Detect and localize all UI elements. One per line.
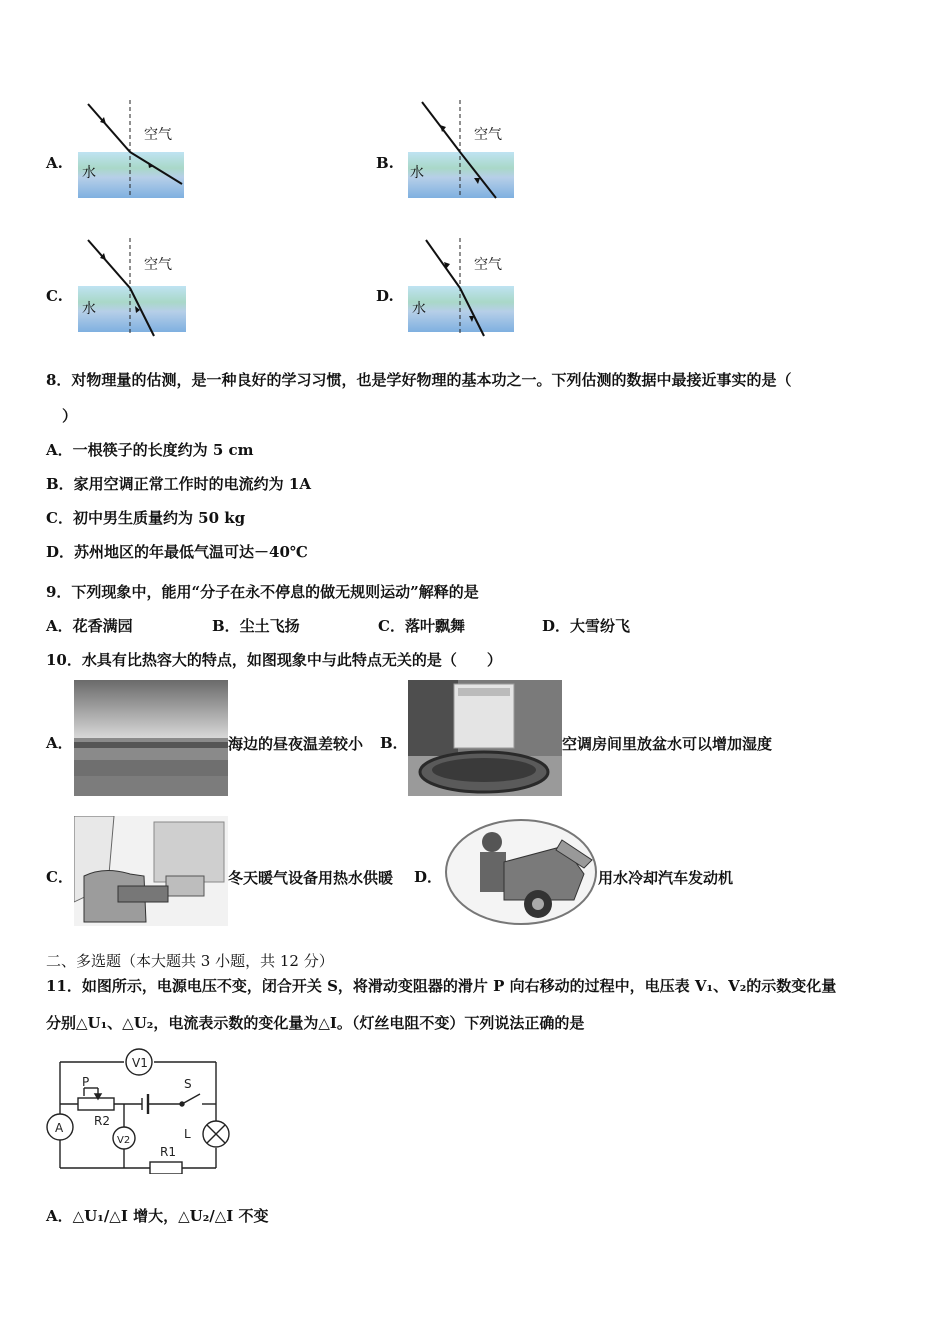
s-label: S <box>184 1077 192 1091</box>
caption: 空调房间里放盆水可以增加湿度 <box>562 735 773 753</box>
basin-photo <box>408 680 562 796</box>
q8-option-a[interactable]: A．一根筷子的长度约为 5 cm <box>46 441 254 459</box>
q8-option-c[interactable]: C．初中男生质量约为 50 kg <box>46 509 246 527</box>
q9-option-d[interactable]: D．大雪纷飞 <box>542 617 631 635</box>
option-letter: C. <box>46 287 63 305</box>
car-engine-photo <box>444 816 598 926</box>
q11-stem-line2: 分别△U₁、△U₂，电流表示数的变化量为△I。（灯丝电阻不变）下列说法正确的是 <box>46 1014 585 1032</box>
p-label: P <box>82 1075 90 1089</box>
caption: 冬天暖气设备用热水供暖 <box>228 869 394 887</box>
resistor-r1 <box>150 1162 182 1174</box>
q9-stem: 9．下列现象中，能用“分子在永不停息的做无规则运动”解释的是 <box>46 583 479 601</box>
rheostat-r2 <box>78 1098 114 1110</box>
v2-label: V2 <box>117 1135 131 1146</box>
option-letter: D. <box>376 287 394 305</box>
q8-option-d[interactable]: D．苏州地区的年最低气温可达－40℃ <box>46 543 308 561</box>
option-letter: A. <box>46 154 63 172</box>
q9-option-c[interactable]: C．落叶飘舞 <box>378 617 465 635</box>
air-label: 空气 <box>474 257 502 273</box>
refraction-diagram-a <box>70 98 190 200</box>
r2-label: R2 <box>94 1114 110 1128</box>
seaside-photo <box>74 680 228 796</box>
section-heading: 二、多选题（本大题共 3 小题，共 12 分） <box>46 952 334 970</box>
air-label: 空气 <box>144 127 172 143</box>
switch-s <box>182 1094 200 1104</box>
air-label: 空气 <box>144 257 172 273</box>
l-label: L <box>184 1127 191 1141</box>
q9-option-a[interactable]: A．花香满园 <box>46 617 133 635</box>
q9-option-b[interactable]: B．尘土飞扬 <box>212 617 300 635</box>
option-letter: B． <box>380 734 408 752</box>
incident-ray <box>88 104 130 152</box>
incident-ray <box>88 240 130 288</box>
circuit-diagram <box>44 1044 240 1174</box>
option-letter: A． <box>46 734 73 752</box>
q8-stem-end: ） <box>62 407 78 425</box>
option-letter: B. <box>376 154 394 172</box>
v1-label: V1 <box>132 1056 148 1070</box>
water-label: 水 <box>82 165 96 181</box>
ammeter-label: A <box>55 1121 64 1135</box>
caption: 用水冷却汽车发动机 <box>598 869 734 887</box>
r1-label: R1 <box>160 1145 176 1159</box>
option-letter: D． <box>414 868 443 886</box>
refraction-diagram-d <box>400 236 520 338</box>
ray-in-air <box>426 240 460 288</box>
caption: 海边的昼夜温差较小 <box>228 735 364 753</box>
refraction-diagram-c <box>70 236 190 338</box>
water-label: 水 <box>410 165 424 181</box>
q11-option-a[interactable]: A．△U₁/△I 增大，△U₂/△I 不变 <box>46 1207 269 1225</box>
option-letter: C． <box>46 868 73 886</box>
water-label: 水 <box>82 301 96 317</box>
q8-stem: 8．对物理量的估测，是一种良好的学习习惯，也是学好物理的基本功之一。下列估测的数据中最接近事实的是（ <box>46 371 792 389</box>
air-label: 空气 <box>474 127 502 143</box>
radiator-photo <box>74 816 228 926</box>
refraction-diagram-b <box>400 98 520 200</box>
water-label: 水 <box>412 301 426 317</box>
q8-option-b[interactable]: B．家用空调正常工作时的电流约为 1A <box>46 475 311 493</box>
q10-stem: 10．水具有比热容大的特点，如图现象中与此特点无关的是（ ） <box>46 651 502 669</box>
q11-stem: 11．如图所示，电源电压不变，闭合开关 S，将滑动变阻器的滑片 P 向右移动的过程中，电压表 V₁、V₂的示数变化量 <box>46 977 837 995</box>
